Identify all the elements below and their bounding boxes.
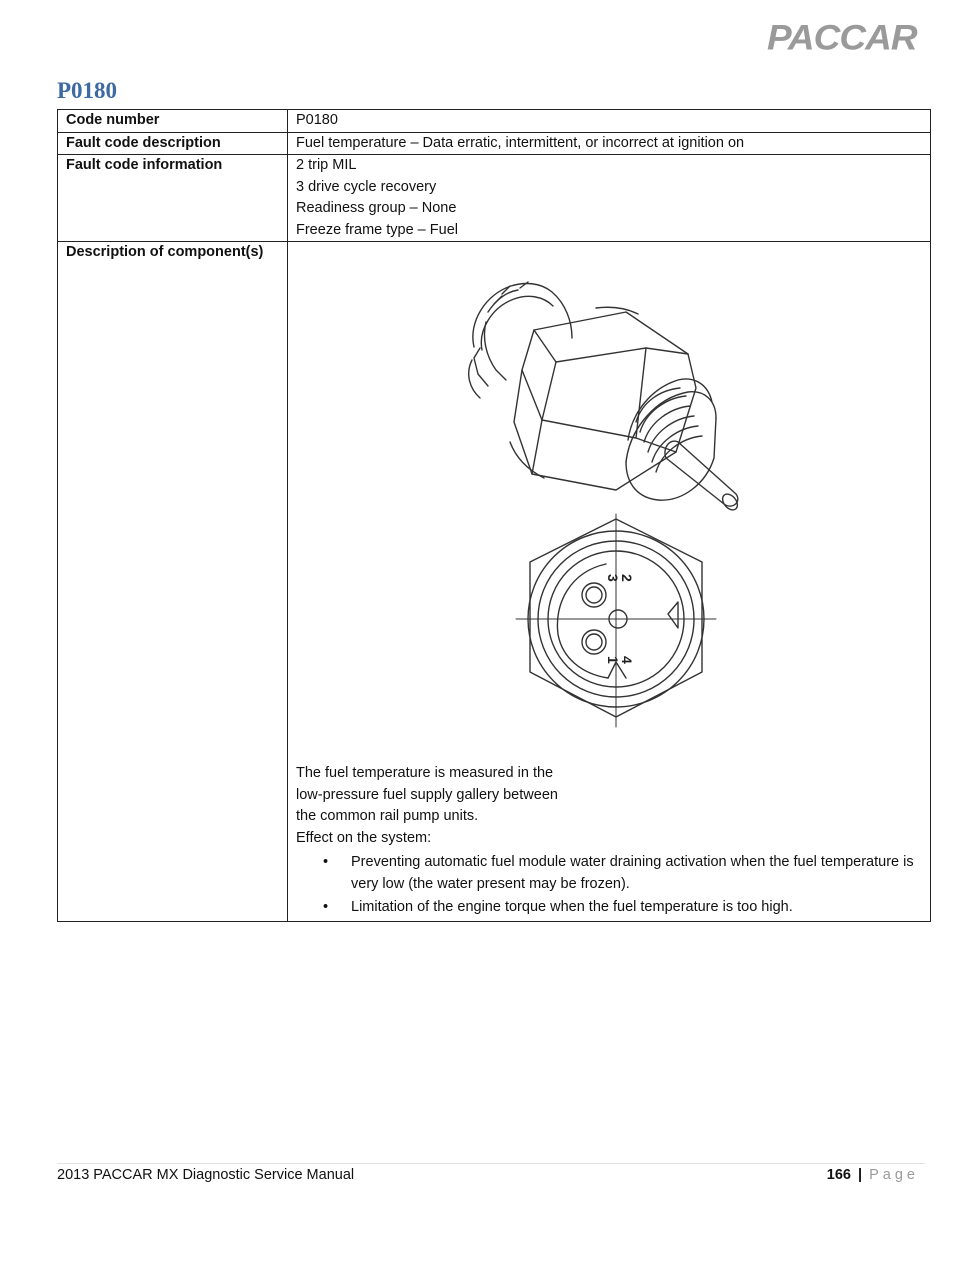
page-title: P0180 [57, 78, 118, 103]
description-line: low-pressure fuel supply gallery between [296, 786, 558, 803]
effect-heading: Effect on the system: [296, 829, 432, 846]
description-line: The fuel temperature is measured in the [296, 765, 554, 781]
row-value: P0180 [288, 110, 931, 133]
page-number: 166 [826, 1167, 851, 1183]
footer-manual-title: 2013 PACCAR MX Diagnostic Service Manual [57, 1167, 355, 1183]
pin-label-2: 2 [619, 574, 635, 582]
fuel-temperature-sensor-figure [296, 252, 856, 757]
pin-label-3: 3 [605, 574, 621, 582]
component-cell [288, 242, 931, 922]
list-item: • Limitation of the engine torque when the fuel temperature is too high. [351, 897, 922, 919]
info-line: 2 trip MIL [296, 157, 357, 173]
table-row [58, 132, 931, 155]
footer-page-info [827, 1167, 919, 1183]
table-row [58, 155, 931, 242]
pin-label-1: 1 [605, 656, 621, 664]
page-separator: | [858, 1167, 863, 1183]
list-item: • Preventing automatic fuel module water draining activation when the fuel temperature is very low (the water present may be frozen). [351, 852, 922, 895]
effects-list [296, 852, 922, 919]
paccar-logo: PACCAR [767, 18, 917, 57]
table-row [58, 242, 931, 922]
row-label: Fault code description [58, 132, 288, 155]
row-label: Code number [58, 110, 288, 133]
description-line: the common rail pump units. [296, 808, 479, 824]
fault-code-table [57, 109, 931, 922]
info-line: 3 drive cycle recovery [296, 178, 437, 195]
footer-divider [57, 1163, 925, 1164]
info-line: Readiness group – None [296, 200, 457, 216]
component-description [296, 763, 922, 849]
row-label: Description of component(s) [58, 242, 288, 922]
page-word: Page [869, 1167, 919, 1183]
row-label: Fault code information [58, 155, 288, 242]
fault-info-cell [288, 155, 931, 242]
info-line: Freeze frame type – Fuel [296, 221, 458, 238]
row-value: Fuel temperature – Data erratic, intermittent, or incorrect at ignition on [288, 132, 931, 155]
table-row [58, 110, 931, 133]
pin-label-4: 4 [619, 656, 635, 664]
